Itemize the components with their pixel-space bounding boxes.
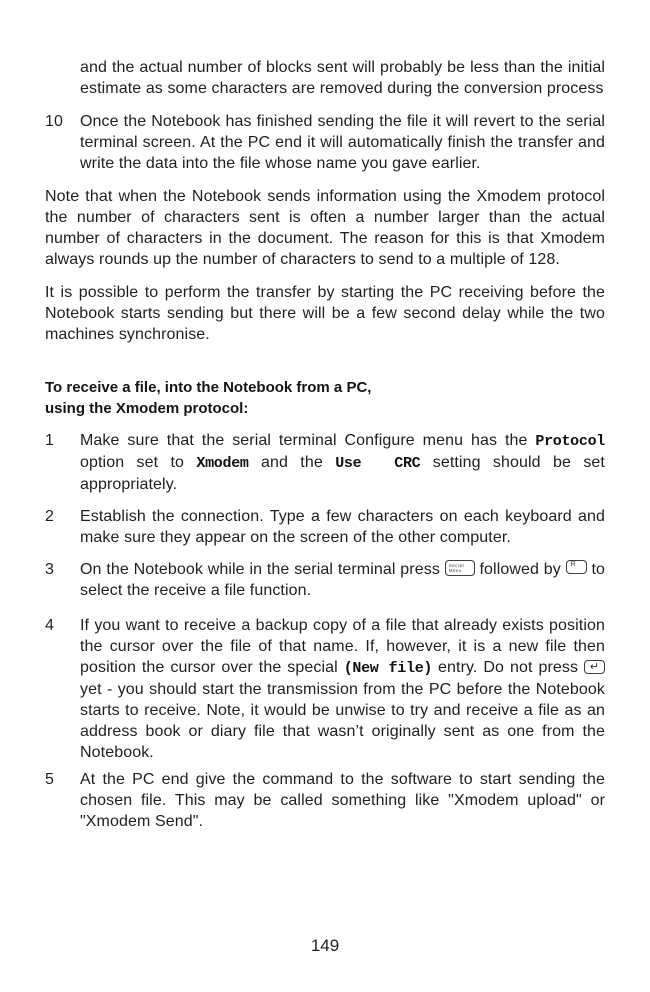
step-number: 2 — [45, 508, 54, 525]
inline-code-xmodem: Xmodem — [196, 455, 249, 472]
text-run: If you want to receive a backup copy of a file that already exists position the cursor over the file of that name. If, however, it is a new file then position the cursor over the special — [80, 617, 605, 676]
step-item-1 — [45, 430, 605, 495]
page-content — [45, 57, 605, 843]
r-key-icon: R — [566, 560, 587, 574]
step-number: 1 — [45, 432, 54, 449]
paragraph-note: Note that when the Notebook sends information using the Xmodem protocol the number of characters sent is often a number larger than the actual number of characters in the document. The reason for this is that Xmodem always rounds up the number of characters to send to a multiple of 128. — [45, 188, 605, 268]
text-run: to select the receive a file function. — [80, 561, 605, 599]
enter-key-icon: ↵ — [584, 660, 605, 674]
text-run: and the — [248, 454, 336, 471]
step-item-5 — [45, 769, 605, 832]
menu-key-label-bottom: Menu — [448, 568, 462, 573]
inline-code-use-crc: Use CRC — [335, 455, 421, 472]
section-heading — [45, 377, 605, 419]
menu-key-label-top: Secret — [448, 562, 465, 568]
paragraph-possible: It is possible to perform the transfer by starting the PC receiving before the Notebook starts sending but there will be a few second delay while the two machines synchronise. — [45, 284, 605, 343]
step-number: 5 — [45, 771, 54, 788]
section-heading-line2: using the Xmodem protocol: — [45, 400, 249, 417]
text-run: On the Notebook while in the serial terminal press — [80, 561, 445, 578]
step-number: 10 — [45, 113, 63, 130]
section-heading-line1: To receive a file, into the Notebook from a PC, — [45, 379, 372, 396]
step-item-10 — [45, 111, 605, 174]
step-item-3 — [45, 559, 605, 601]
text-run: Make sure that the serial terminal Configure menu has the — [80, 432, 536, 449]
step-item-4 — [45, 615, 605, 763]
text-run: setting should be set appropriately. — [80, 454, 605, 493]
text-run: entry. Do not press — [432, 659, 585, 676]
step-text — [80, 615, 605, 763]
text-run: option set to — [80, 454, 197, 471]
step-number: 3 — [45, 561, 54, 578]
step-item-2 — [45, 506, 605, 548]
step-text: At the PC end give the command to the software to start sending the chosen file. This may be called something like "Xmodem upload" or "Xmodem Send". — [80, 771, 605, 830]
text-run: followed by — [474, 561, 566, 578]
step-text — [80, 430, 605, 495]
paragraph-continuation: and the actual number of blocks sent will probably be less than the initial estimate as some characters are removed during the conversion process — [80, 59, 605, 97]
step-text: Once the Notebook has finished sending the file it will revert to the serial terminal screen. At the PC end it will automatically finish the transfer and write the data into the file whose name you gave earlier. — [80, 113, 605, 172]
step-text — [80, 559, 605, 601]
step-number: 4 — [45, 617, 54, 634]
inline-code-new-file: (New file) — [343, 660, 433, 677]
inline-code-protocol: Protocol — [535, 433, 605, 450]
menu-key-icon — [445, 560, 475, 576]
text-run: yet - you should start the transmission from the PC before the Notebook starts to receive. Note, it would be unwise to try and receive a file as an address book or diary file that wasn’t originally sent as one from the Notebook. — [80, 681, 605, 761]
step-text: Establish the connection. Type a few characters on each keyboard and make sure they appear on the screen of the other computer. — [80, 508, 605, 546]
page-number: 149 — [310, 936, 340, 955]
